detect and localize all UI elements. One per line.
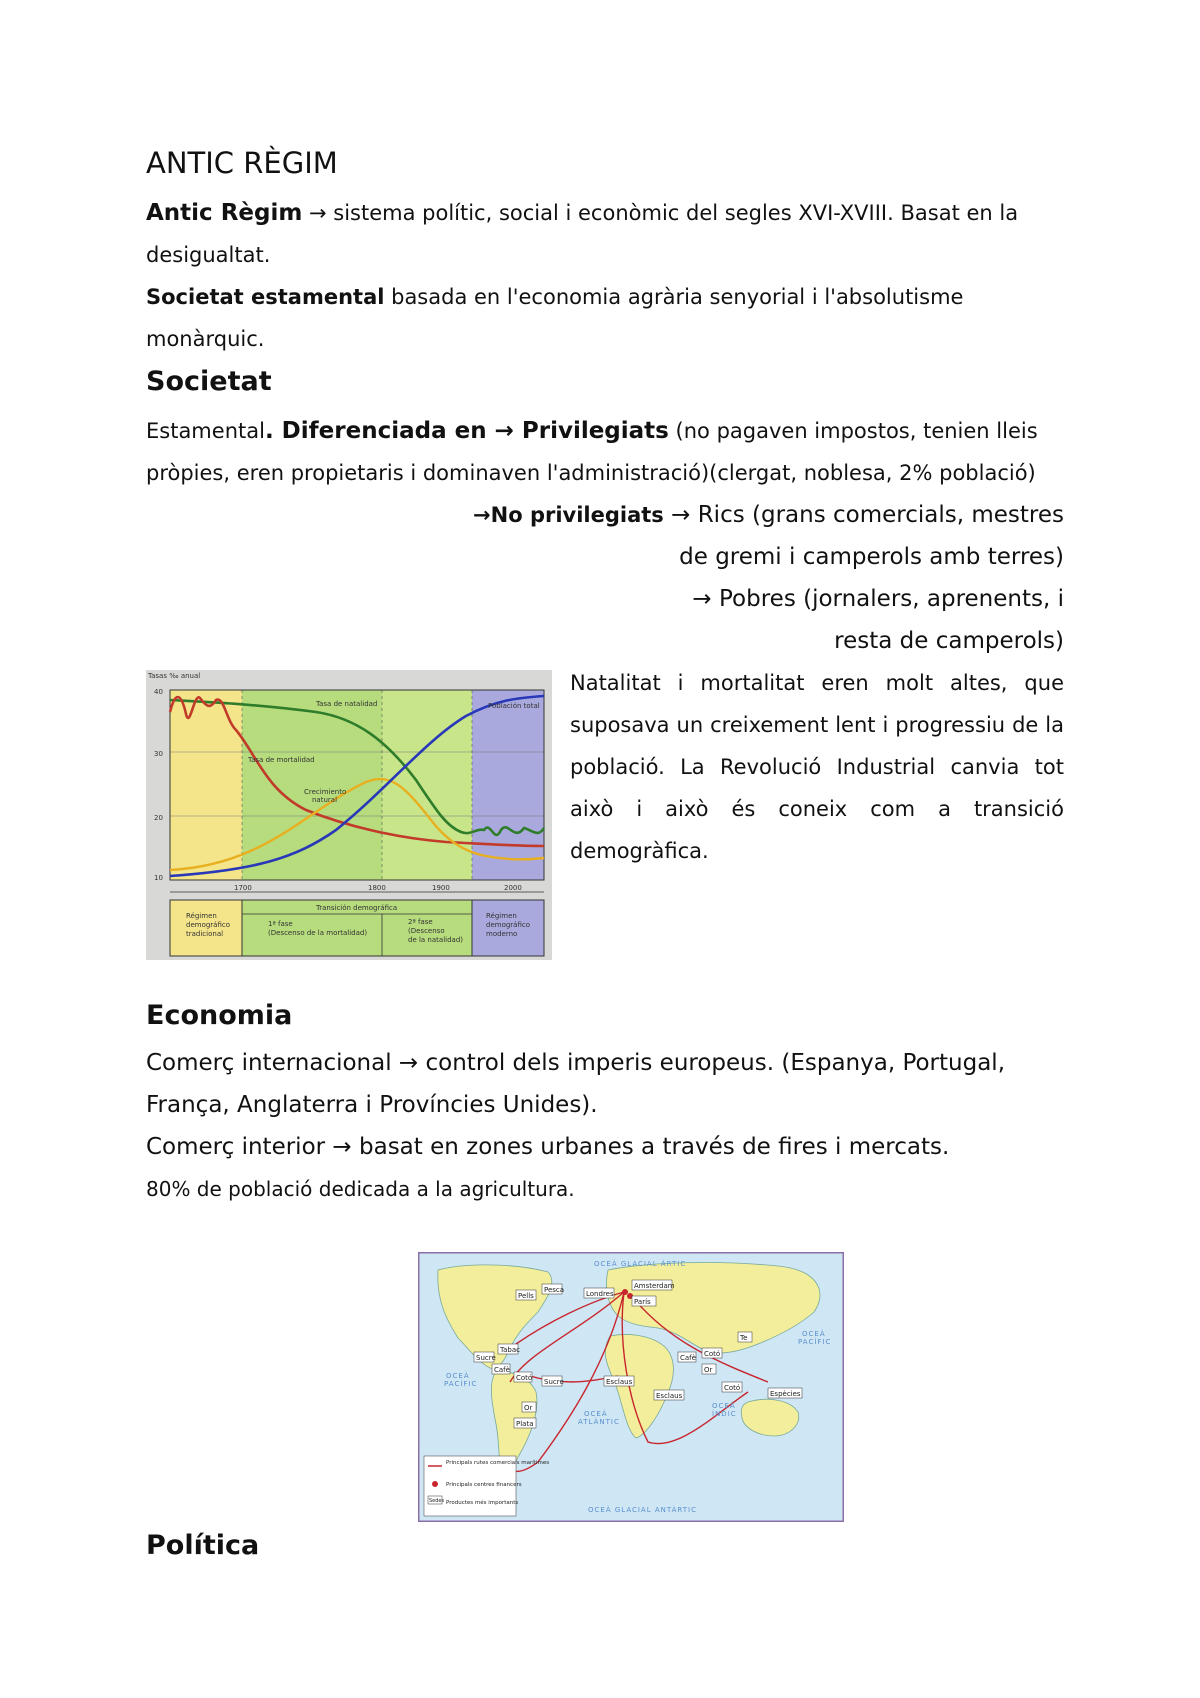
place-esclaus: Esclaus [606, 1378, 633, 1386]
place-tabac: Tabac [500, 1346, 520, 1354]
phase-1-label: Régimen [186, 912, 217, 920]
phase-3-label: de la natalidad) [408, 936, 463, 944]
legend-routes: Principals rutes comercials marítimes [446, 1460, 550, 1466]
ocean-label-pacific-west: PACÍFIC [444, 1380, 478, 1388]
place-plata: Plata [516, 1420, 534, 1428]
place-or: Or [704, 1366, 713, 1374]
place-coto: Cotó [704, 1350, 721, 1358]
label-crecimiento: natural [312, 796, 338, 804]
chart-x-tick: 1900 [432, 884, 450, 892]
societat-estamental: Estamental [146, 419, 265, 443]
place-coto: Cotó [516, 1374, 533, 1382]
intro-paragraph-1 [146, 192, 1064, 276]
chart-phase-3-bg [382, 690, 472, 880]
term-antic-regim: Antic Règim [146, 200, 303, 226]
phase-3-label: 2ª fase [408, 918, 433, 926]
economia-line-2: Comerç interior → basat en zones urbanes a través de fires i mercats. [146, 1134, 950, 1160]
ocean-label-pacific-east: OCEÀ [802, 1330, 826, 1338]
section-heading-economia: Economia [146, 1000, 293, 1031]
phase-1-label: demográfico [186, 921, 231, 929]
phase-title: Transición demográfica [316, 904, 398, 912]
phase-4-label: moderno [486, 930, 518, 938]
chart-phase-1-bg [170, 690, 242, 880]
phase-4-label: demográfico [486, 921, 531, 929]
economia-line-3: 80% de població dedicada a la agricultura. [146, 1177, 575, 1201]
place-sucre: Sucre [544, 1378, 564, 1386]
intro-text-2: basada en l'economia agrària senyorial i l'absolutisme monàrquic. [146, 285, 964, 351]
demographic-transition-chart [146, 670, 552, 960]
societat-paragraph [146, 410, 1064, 494]
no-privilegiats-rics: → Rics (grans comercials, mestres [663, 502, 1064, 528]
phase-4-label: Régimen [486, 912, 517, 920]
ocean-label-pacific-west: OCEÀ [446, 1372, 470, 1380]
ocean-label-atlantic: ATLÀNTIC [578, 1418, 620, 1426]
ocean-label-antartic: OCEÀ GLACIAL ANTÀRTIC [588, 1506, 697, 1514]
chart-y-tick: 30 [154, 750, 163, 758]
place-coto: Cotó [724, 1384, 741, 1392]
societat-privilegiats-desc: (no pagaven impostos, tenien lleis pròpies, eren propietaris i dominaven l'administració)(clergat, noblesa, 2% població) [146, 419, 1038, 485]
page-title: ANTIC RÈGIM [146, 146, 338, 180]
legend-products: Productes més importants [446, 1500, 519, 1506]
place-cafe: Cafè [680, 1354, 696, 1362]
label-natalidad: Tasa de natalidad [316, 700, 378, 708]
place-pesca: Pesca [544, 1286, 565, 1294]
no-privilegiats-line-4: resta de camperols) [834, 628, 1064, 654]
societat-privilegiats: . Diferenciada en → Privilegiats [264, 418, 669, 444]
place-londres: Londres [586, 1290, 614, 1298]
place-cafe: Cafè [494, 1366, 510, 1374]
chart-y-tick: 40 [154, 688, 163, 696]
place-esclaus: Esclaus [656, 1392, 683, 1400]
chart-phase-4-bg [472, 690, 544, 880]
place-or: Or [524, 1404, 533, 1412]
phase-2-label: 1ª fase [268, 920, 293, 928]
chart-x-tick: 1800 [368, 884, 386, 892]
place-paris: París [634, 1298, 651, 1306]
legend-box-sample: Sedes [429, 1498, 445, 1504]
ocean-label-indic: OCEÀ [712, 1402, 736, 1410]
no-privilegiats-line-3: → Pobres (jornalers, aprenents, i [692, 586, 1064, 612]
label-crecimiento: Crecimiento [304, 788, 347, 796]
place-especies: Espècies [770, 1390, 801, 1398]
ocean-label-atlantic: OCEÀ [584, 1410, 608, 1418]
phase-1-label: tradicional [186, 930, 224, 938]
ocean-label-pacific-east: PACÍFIC [798, 1338, 832, 1346]
demographic-paragraph: Natalitat i mortalitat eren molt altes, que suposava un creixement lent i progressiu de la població. La Revolució Industrial canvia tot això i això és coneix com a transició demogràfica. [570, 671, 1064, 863]
place-sucre: Sucre [476, 1354, 496, 1362]
no-privilegiats-line-1 [473, 494, 1064, 536]
no-privilegiats-label: →No privilegiats [473, 503, 664, 527]
economia-line-1: Comerç internacional → control dels imperis europeus. (Espanya, Portugal, França, Anglaterra i Províncies Unides). [146, 1050, 1006, 1118]
trade-routes-map [418, 1252, 844, 1522]
intro-text-1: → sistema polític, social i econòmic del segles XVI-XVIII. Basat en la desigualtat. [146, 201, 1019, 267]
ocean-label-artic: OCEÀ GLACIAL ÀRTIC [594, 1260, 687, 1268]
chart-y-tick: 20 [154, 814, 163, 822]
chart-y-axis-title: Tasas ‰ anual [148, 672, 201, 680]
intro-paragraph-2 [146, 276, 1064, 360]
chart-x-tick: 2000 [504, 884, 522, 892]
chart-x-tick: 1700 [234, 884, 252, 892]
phase-3-label: (Descenso [408, 927, 445, 935]
term-societat-estamental: Societat estamental [146, 285, 385, 309]
legend-centres: Principals centres financers [446, 1482, 522, 1488]
place-amsterdam: Amsterdam [634, 1282, 675, 1290]
place-pells: Pells [518, 1292, 534, 1300]
ocean-label-indic: ÍNDIC [712, 1410, 737, 1418]
section-heading-politica: Política [146, 1530, 260, 1561]
financial-center-marker [622, 1289, 628, 1295]
chart-y-tick: 10 [154, 874, 163, 882]
no-privilegiats-line-2: de gremi i camperols amb terres) [679, 544, 1064, 570]
section-heading-societat: Societat [146, 366, 272, 397]
label-mortalidad: Tasa de mortalidad [248, 756, 315, 764]
label-poblacion: Población total [488, 702, 540, 710]
phase-2-label: (Descenso de la mortalidad) [268, 929, 368, 937]
place-te: Te [740, 1334, 748, 1342]
